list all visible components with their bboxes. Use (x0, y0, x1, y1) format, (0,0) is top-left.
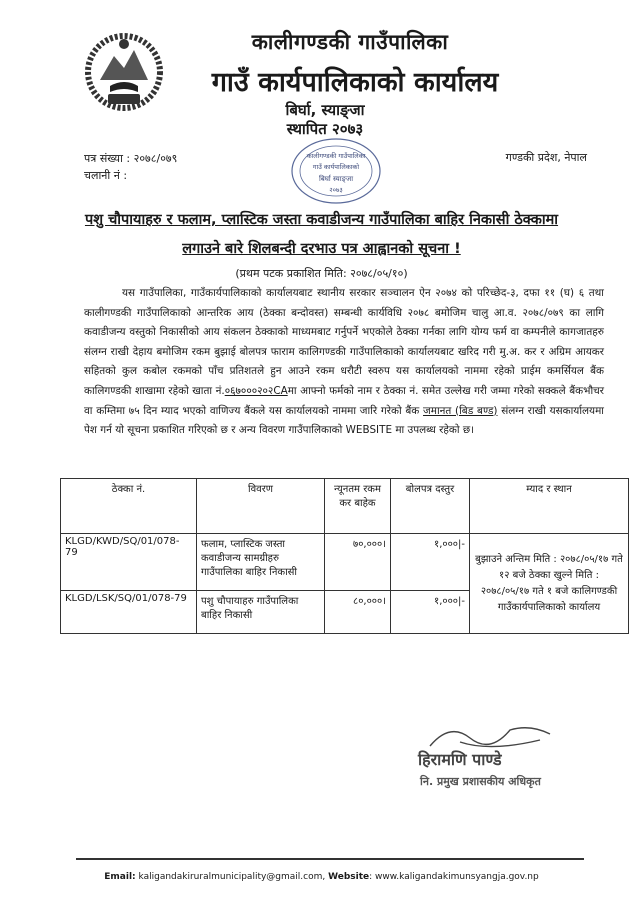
email-label: Email: (104, 872, 136, 882)
stamp-text-3: बिर्घा स्याङ्जा (318, 175, 354, 183)
description-cell: पशु चौपायाहरु गाउँपालिका बाहिर निकासी (197, 591, 325, 634)
header-deadline-place: म्याद र स्थान (470, 479, 629, 534)
website-label: Website (328, 872, 370, 882)
signatory-name: हिरामणि पाण्डे (418, 750, 502, 769)
fee-cell: १,०००|- (391, 534, 470, 591)
description-cell: फलाम, प्लास्टिक जस्ता कवाडीजन्य सामग्रीहरु गाउँपालिका बाहिर निकासी (197, 534, 325, 591)
notice-body (84, 284, 604, 441)
bid-bond-text: जमानत (बिड बण्ड) (423, 404, 498, 417)
min-amount-cell: ८०,०००। (325, 591, 391, 634)
bank-account-number: ०६७०००२०२CA (224, 384, 288, 397)
header-min-amount: न्यूनतम रकम कर बाहेक (325, 479, 391, 534)
header-contract-no: ठेक्का नं. (61, 479, 197, 534)
fee-cell: १,०००|- (391, 591, 470, 634)
contract-no-cell: KLGD/LSK/SQ/01/078-79 (61, 591, 197, 634)
website-url[interactable]: : www.kaligandakimunsyangja.gov.np (369, 872, 539, 882)
province-address: गण्डकी प्रदेश, नेपाल (505, 151, 587, 164)
subject-line-1: पशु चौपायाहरु र फलाम, प्लास्टिक जस्ता कवाडीजन्य गाउँपालिका बाहिर निकासी ठेक्कामा (84, 212, 559, 228)
letter-reference (84, 150, 177, 184)
header-bid-fee: बोलपत्र दस्तुर (391, 479, 470, 534)
stamp-text-4: २०७३ (329, 186, 343, 194)
table-header-row (61, 479, 629, 534)
min-amount-cell: ७०,०००। (325, 534, 391, 591)
subject-line-2: लगाउने बारे शिलबन्दी दरभाउ पत्र आह्वानको सूचना ! (182, 241, 461, 257)
table-row (61, 534, 629, 591)
established-year: स्थापित २०७३ (286, 120, 364, 138)
tender-table (60, 478, 629, 634)
letter-number: पत्र संख्या : २०७८/०७९ (84, 152, 178, 165)
body-part-1: यस गाउँपालिका, गाउँकार्यपालिकाको कार्यालयबाट स्थानीय सरकार सञ्चालन ऐन २०७४ को परिच्छेद-३, दफा ११ (घ) ६ तथा कालीगण्डकी गाउँपालिकाको आन्तरिक आय (ठेक्का बन्दोवस्त) सम्बन्धी कार्यविधि २०७८ बमोजिम चालु आ.व. २०७८/०७९ का लागि कवाडीजन्य वस्तुको निकासीको आय संकलन ठेक्काको माध्यमबाट गर्नुपर्ने भएकोले ठेक्का गर्नका लागि योग्य फर्म वा कम्पनीले कागजातहरु संलग्न राखी देहाय बमोजिम रकम बुझाई बोलपत्र फाराम कालिगण्डकी गाउँपालिकाको कार्यालयबाट खरिद गरी मु.अ. कर र अग्रिम आयकर सहितको कुल कबोल रकमको पाँच प्रतिशतले हुन आउने रकम धरौटी स्वरुप यस कार्यालयको नाममा रहेको प्राईम कमर्सियल बैंक कालिगण्डकी शाखामा रहेको खाता नं. (84, 287, 604, 397)
body-part-2: मा आफ्नो फर्मको नाम र ठेक्का नं. समेत उल्लेख गरी जम्मा गरेको सक्कले बैंकभौचर वा कम्तिमा ७५ दिन म्याद भएको वाणिज्य बैंकले यस कार्यालयको नाममा जारि गरेको बैंक (84, 384, 604, 417)
signatory-title: नि. प्रमुख प्रशासकीय अधिकृत (420, 775, 541, 788)
office-place: बिर्घा, स्याङ्जा (285, 101, 365, 119)
publish-date: (प्रथम पटक प्रकाशित मिति: २०७८/०५/१०) (235, 267, 408, 280)
office-name: गाउँ कार्यपालिकाको कार्यालय (211, 67, 499, 98)
email-address[interactable]: kaligandakiruralmunicipality@gmail.com, (138, 872, 326, 882)
notice-subject (40, 206, 603, 264)
deadline-cell: बुझाउने अन्तिम मिति : २०७८/०५/१७ गते १२ बजे ठेक्का खुल्ने मिति : २०७८/०५/१७ गते १ बजे कालिगण्डकी गाउँकार्यपालिकाको कार्यालय (470, 534, 629, 634)
header-description: विवरण (197, 479, 325, 534)
office-stamp (288, 136, 384, 206)
footer-contact (40, 872, 603, 882)
footer-divider (76, 858, 584, 860)
dispatch-number: चलानी नं : (84, 169, 128, 182)
stamp-text-1: कालीगण्डकी गाउँपालिका (306, 152, 366, 160)
stamp-text-2: गाउँ कार्यपालिकाको (312, 163, 360, 171)
contract-no-cell: KLGD/KWD/SQ/01/078-79 (61, 534, 197, 591)
body-part-3: संलग्न राखी यसकार्यालयमा पेश गर्न यो सूचना प्रकाशित गरिएको छ र अन्य विवरण गाउँपालिकाको WEBSITE मा उपलब्ध रहेको छ। (84, 404, 604, 437)
municipality-name: कालीगण्डकी गाउँपालिका (251, 30, 449, 54)
